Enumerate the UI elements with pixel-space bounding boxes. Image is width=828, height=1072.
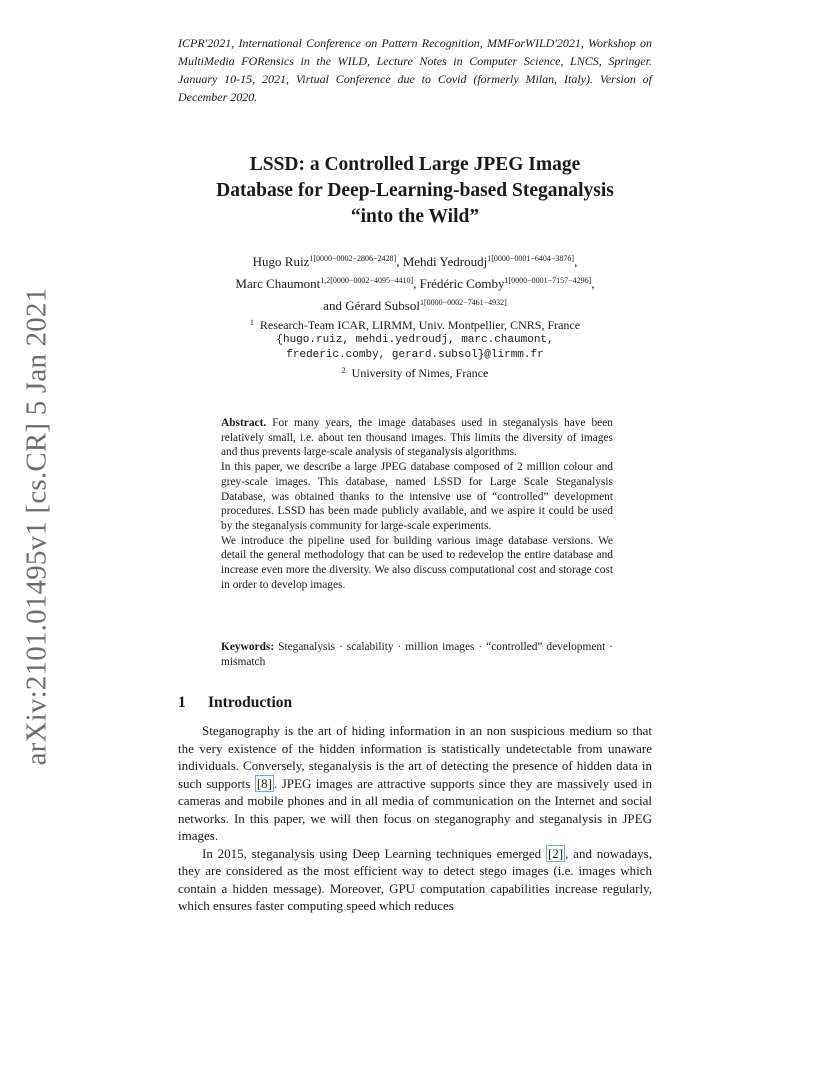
intro-text: , and nowadays, they are considered as the most efficient way to detect stego images (i.e. images which contain a hidden message). Moreover, GPU computation capabilities increase regularly, which ensures faster computing speed which reduces: [178, 845, 652, 913]
introduction-body: [178, 722, 652, 915]
keywords-label: Keywords:: [221, 641, 275, 653]
section-heading: [178, 694, 292, 712]
affiliation-text: Research-Team ICAR, LIRMM, Univ. Montpellier, CNRS, France: [259, 318, 581, 332]
affiliation-mark: 1: [249, 318, 254, 327]
author-orcid: 1[0000−0001−7157−4296]: [504, 276, 592, 285]
arxiv-identifier: arXiv:2101.01495v1 [cs.CR] 5 Jan 2021: [20, 287, 53, 765]
author-name: Marc Chaumont: [235, 276, 321, 291]
title-line-1: LSSD: a Controlled Large JPEG Image: [249, 154, 581, 175]
paper-title: [150, 152, 680, 230]
arxiv-side-label: [18, 287, 56, 765]
section-title: Introduction: [208, 694, 293, 711]
intro-text: Steganography is the art of hiding information in an non suspicious medium so that the very existence of the hidden information is statistically undetectable from unaware individuals. Conversely, steganalysis is the art of detecting the presence of hidden data in such supports: [178, 723, 652, 791]
author-conjunction: and: [323, 298, 342, 313]
author-orcid: 1[0000−0002−7461−4932]: [419, 298, 507, 307]
citation-link[interactable]: [8]: [256, 775, 272, 791]
author-name: Hugo Ruiz: [252, 254, 310, 269]
author-line-1: Hugo Ruiz$^{1[0000-0002-2806-2428]}$, Mehdi Yedroudj$^{1[0000-0001-6404-3876]}$,: [252, 254, 578, 269]
keywords: [221, 640, 613, 669]
affiliation-text: University of Nimes, France: [351, 366, 489, 380]
author-name: Mehdi Yedroudj: [402, 254, 488, 269]
author-orcid: 1[0000−0002−2806−2428]: [309, 254, 397, 263]
email-line-1: {hugo.ruiz, mehdi.yedroudj, marc.chaumont,: [276, 334, 554, 346]
section-number: 1: [178, 694, 186, 711]
conference-note: ICPR'2021, International Conference on Pattern Recognition, MMForWILD'2021, Workshop on MultiMedia FORensics in the WILD, Lecture Notes in Computer Science, LNCS, Springer. January 10-15, 2021, Virtual Conference due to Covid (formerly Milan, Italy). Version of December 2020.: [178, 36, 652, 104]
author-line-3: [150, 293, 680, 315]
author-list: [150, 249, 680, 315]
author-orcid: 1,2[0000−0002−4095−4410]: [320, 276, 414, 285]
author-orcid: 1[0000−0001−6404−3876]: [487, 254, 575, 263]
intro-text: In 2015, steganalysis using Deep Learning techniques emerged: [202, 845, 546, 861]
email-line-2: frederic.comby, gerard.subsol}@lirmm.fr: [286, 349, 544, 361]
title-line-2: Database for Deep-Learning-based Steganalysis: [216, 180, 614, 201]
intro-text: . JPEG images are attractive supports since they are massively used in cameras and mobile phones and in all media of communication on the Internet and social networks. In this paper, we will then focus on steganography and steganalysis in JPEG images.: [178, 775, 653, 843]
abstract-paragraph-2: In this paper, we describe a large JPEG database composed of 2 million colour and grey-scale images. This database, named LSSD for Large Scale Steganalysis Database, was obtained thanks to the intensive use of “controlled” development procedures. LSSD has been made publicly available, and we aspire it could be used by the steganalysis community for large-scale experiments.: [221, 461, 613, 532]
abstract-paragraph-3: We introduce the pipeline used for building various image database versions. We detail the general methodology that can be used to redevelop the entire database and increase even more the diversity. We also discuss computational cost and storage cost in order to develop images.: [221, 534, 613, 591]
abstract-paragraph-1: [221, 416, 613, 460]
affiliation-1: [150, 315, 680, 333]
author-name: Frédéric Comby: [419, 276, 505, 291]
keywords-text: Steganalysis · scalability · million images · “controlled” development · mismatch: [221, 641, 613, 668]
abstract-label: Abstract.: [221, 417, 267, 429]
citation-link[interactable]: [2]: [547, 845, 564, 861]
affiliation-mark: 2: [341, 366, 346, 375]
intro-paragraph-2: [178, 845, 652, 915]
affiliation-2: [150, 363, 680, 381]
abstract-text: For many years, the image databases used in steganalysis have been relatively small, i.e. about ten thousand images. This limits the diversity of images and thus prevents large-scale analysis of steganalysis algorithms.: [221, 417, 613, 459]
author-line-2: Marc Chaumont$^{1,2[0000-0002-4095-4410]}$, Frédéric Comby$^{1[0000-0001-7157-4296]}$,: [235, 276, 595, 291]
intro-paragraph-1: [178, 722, 652, 845]
author-name: Gérard Subsol: [345, 298, 420, 313]
title-line-3: “into the Wild”: [350, 206, 480, 227]
affiliations: [150, 315, 680, 381]
abstract: [221, 416, 613, 592]
